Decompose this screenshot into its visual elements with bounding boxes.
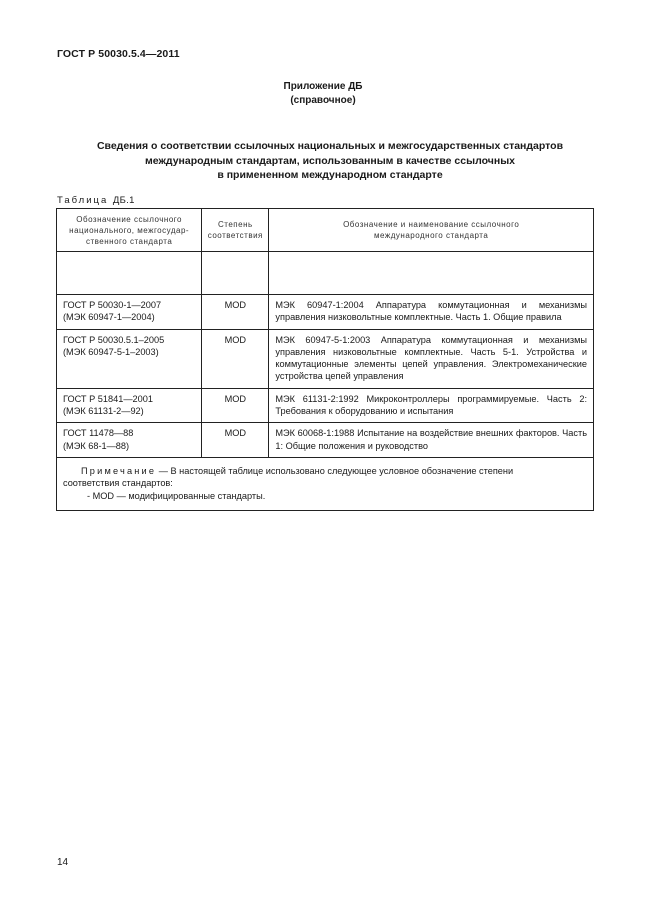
table-row <box>57 295 594 330</box>
national-standard-cell: ГОСТ Р 50030.5.1–2005 (МЭК 60947-5-1–2003) <box>57 329 202 388</box>
header-degree: Степень соответствия <box>202 209 269 252</box>
national-standard-cell: ГОСТ Р 50030-1—2007 (МЭК 60947-1—2004) <box>57 295 202 330</box>
national-standard-cell: ГОСТ 11478—88 (МЭК 68-1—88) <box>57 423 202 458</box>
degree-cell: MOD <box>202 295 269 330</box>
table-row <box>57 423 594 458</box>
table-row <box>57 388 594 423</box>
degree-cell: MOD <box>202 423 269 458</box>
table-note <box>57 457 594 510</box>
note-text: — В настоящей таблице использовано следующее условное обозначение степени <box>156 465 514 476</box>
note-line-3: - MOD — модифицированные стандарты. <box>87 490 266 501</box>
table-caption-number: ДБ.1 <box>112 195 135 206</box>
table-row <box>57 329 594 388</box>
international-standard-cell: МЭК 60947-5-1:2003 Аппаратура коммутационная и механизмы управления низковольтные комплектные. Часть 5-1. Устройства и коммутационные элементы цепей управления. Электромеханические устройства цепей управления <box>269 329 594 388</box>
international-standard-cell: МЭК 60068-1:1988 Испытание на воздействие внешних факторов. Часть 1: Общие положения и руководство <box>269 423 594 458</box>
degree-cell: MOD <box>202 329 269 388</box>
appendix-title: Приложение ДБ <box>283 81 363 92</box>
section-heading <box>60 139 600 183</box>
standards-table <box>56 208 594 511</box>
degree-cell: MOD <box>202 388 269 423</box>
note-label: Примечание <box>81 465 157 476</box>
table-spacer-row <box>57 252 594 295</box>
header-international-standard: Обозначение и наименование ссылочного международного стандарта <box>269 209 594 252</box>
header-national-standard: Обозначение ссылочного национального, межгосудар- ственного стандарта <box>57 209 202 252</box>
international-standard-cell: МЭК 61131-2:1992 Микроконтроллеры программируемые. Часть 2: Требования к оборудованию и испытания <box>269 388 594 423</box>
heading-line-3: в примененном международном стандарте <box>217 169 443 181</box>
appendix-subtitle: (справочное) <box>290 95 356 106</box>
national-standard-cell: ГОСТ Р 51841—2001 (МЭК 61131-2—92) <box>57 388 202 423</box>
table-header-row <box>57 209 594 252</box>
heading-line-1: Сведения о соответствии ссылочных национальных и межгосударственных стандартов <box>96 140 564 152</box>
note-line-2: соответствия стандартов: <box>63 478 173 489</box>
heading-line-2: международным стандартам, использованным в качестве ссылочных <box>144 154 515 167</box>
document-code: ГОСТ Р 50030.5.4—2011 <box>57 48 180 60</box>
page-number: 14 <box>57 857 69 868</box>
table-note-row <box>57 457 594 510</box>
table-caption-word: Таблица <box>57 195 109 206</box>
appendix-heading <box>0 80 646 108</box>
international-standard-cell: МЭК 60947-1:2004 Аппаратура коммутационная и механизмы управления низковольтные комплектные. Часть 1. Общие правила <box>269 295 594 330</box>
table-caption <box>57 195 135 206</box>
